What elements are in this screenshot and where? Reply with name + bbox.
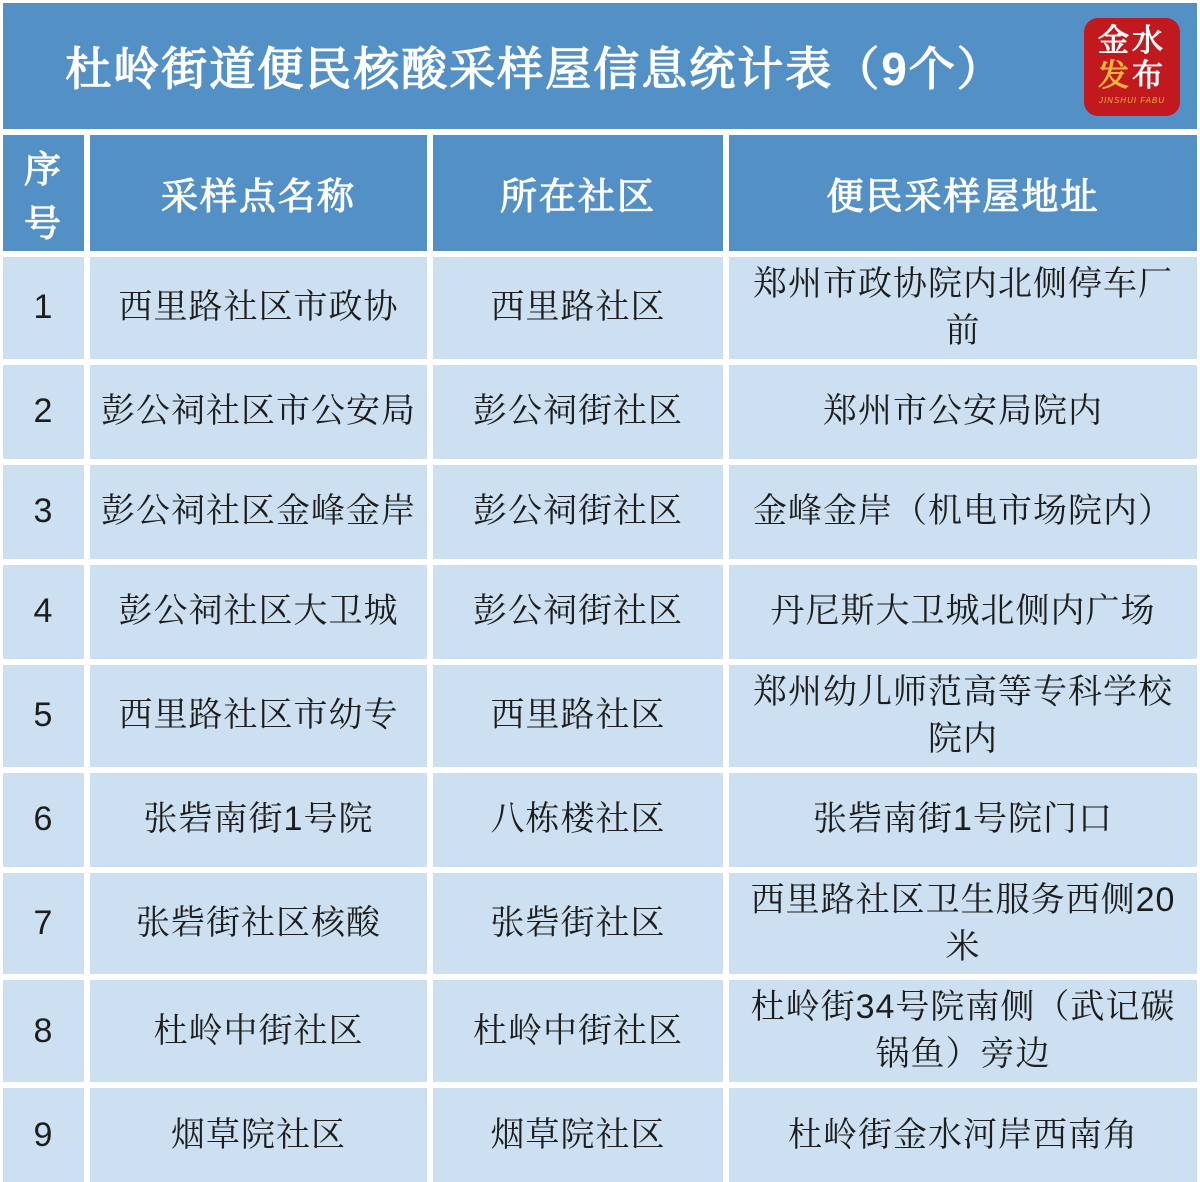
logo-char-bu: 布 bbox=[1132, 58, 1166, 93]
table-cell-r6-c2: 八栋楼社区 bbox=[433, 773, 723, 867]
table-cell-r6-c3: 张砦南街1号院门口 bbox=[729, 773, 1197, 867]
table-cell-r5-c3: 郑州幼儿师范高等专科学校院内 bbox=[729, 665, 1197, 767]
table-cell-r4-c3: 丹尼斯大卫城北侧内广场 bbox=[729, 565, 1197, 659]
column-header-3: 便民采样屋地址 bbox=[729, 135, 1197, 251]
table-cell-r6-c1: 张砦南街1号院 bbox=[90, 773, 427, 867]
jinshui-fabu-logo bbox=[1084, 18, 1180, 116]
table-cell-r8-c3: 杜岭街34号院南侧（武记碳锅鱼）旁边 bbox=[729, 980, 1197, 1082]
table-cell-r5-c0: 5 bbox=[3, 665, 84, 767]
logo-subtext: JINSHUI FABU bbox=[1098, 96, 1166, 105]
table-cell-r1-c1: 西里路社区市政协 bbox=[90, 257, 427, 359]
table-cell-r7-c3: 西里路社区卫生服务西侧20米 bbox=[729, 873, 1197, 975]
table-cell-r7-c0: 7 bbox=[3, 873, 84, 975]
table-cell-r2-c2: 彭公祠街社区 bbox=[433, 365, 723, 459]
table-cell-r5-c2: 西里路社区 bbox=[433, 665, 723, 767]
page-title: 杜岭街道便民核酸采样屋信息统计表（9个） bbox=[65, 43, 1005, 95]
table-cell-r9-c2: 烟草院社区 bbox=[433, 1088, 723, 1182]
table-cell-r2-c1: 彭公祠社区市公安局 bbox=[90, 365, 427, 459]
table-cell-r4-c1: 彭公祠社区大卫城 bbox=[90, 565, 427, 659]
table-cell-r3-c0: 3 bbox=[3, 465, 84, 559]
table-cell-r9-c0: 9 bbox=[3, 1088, 84, 1182]
table-cell-r2-c0: 2 bbox=[3, 365, 84, 459]
table-cell-r1-c3: 郑州市政协院内北侧停车厂前 bbox=[729, 257, 1197, 359]
logo-text-line1: 金水 bbox=[1098, 23, 1166, 58]
table-cell-r8-c1: 杜岭中街社区 bbox=[90, 980, 427, 1082]
table-cell-r5-c1: 西里路社区市幼专 bbox=[90, 665, 427, 767]
column-header-0: 序号 bbox=[3, 135, 84, 251]
logo-char-fa: 发 bbox=[1098, 58, 1132, 93]
table-cell-r7-c1: 张砦街社区核酸 bbox=[90, 873, 427, 975]
table-cell-r2-c3: 郑州市公安局院内 bbox=[729, 365, 1197, 459]
table-cell-r9-c1: 烟草院社区 bbox=[90, 1088, 427, 1182]
column-header-2: 所在社区 bbox=[433, 135, 723, 251]
table-cell-r4-c0: 4 bbox=[3, 565, 84, 659]
table-cell-r1-c0: 1 bbox=[3, 257, 84, 359]
table-cell-r9-c3: 杜岭街金水河岸西南角 bbox=[729, 1088, 1197, 1182]
table-cell-r3-c3: 金峰金岸（机电市场院内） bbox=[729, 465, 1197, 559]
table-cell-r3-c1: 彭公祠社区金峰金岸 bbox=[90, 465, 427, 559]
logo-text-line2 bbox=[1084, 60, 1180, 91]
sampling-stations-table bbox=[3, 135, 1197, 1182]
table-cell-r1-c2: 西里路社区 bbox=[433, 257, 723, 359]
table-cell-r7-c2: 张砦街社区 bbox=[433, 873, 723, 975]
column-header-1: 采样点名称 bbox=[90, 135, 427, 251]
title-banner bbox=[3, 3, 1197, 129]
table-cell-r4-c2: 彭公祠街社区 bbox=[433, 565, 723, 659]
table-cell-r3-c2: 彭公祠街社区 bbox=[433, 465, 723, 559]
table-cell-r8-c0: 8 bbox=[3, 980, 84, 1082]
table-cell-r8-c2: 杜岭中街社区 bbox=[433, 980, 723, 1082]
table-cell-r6-c0: 6 bbox=[3, 773, 84, 867]
